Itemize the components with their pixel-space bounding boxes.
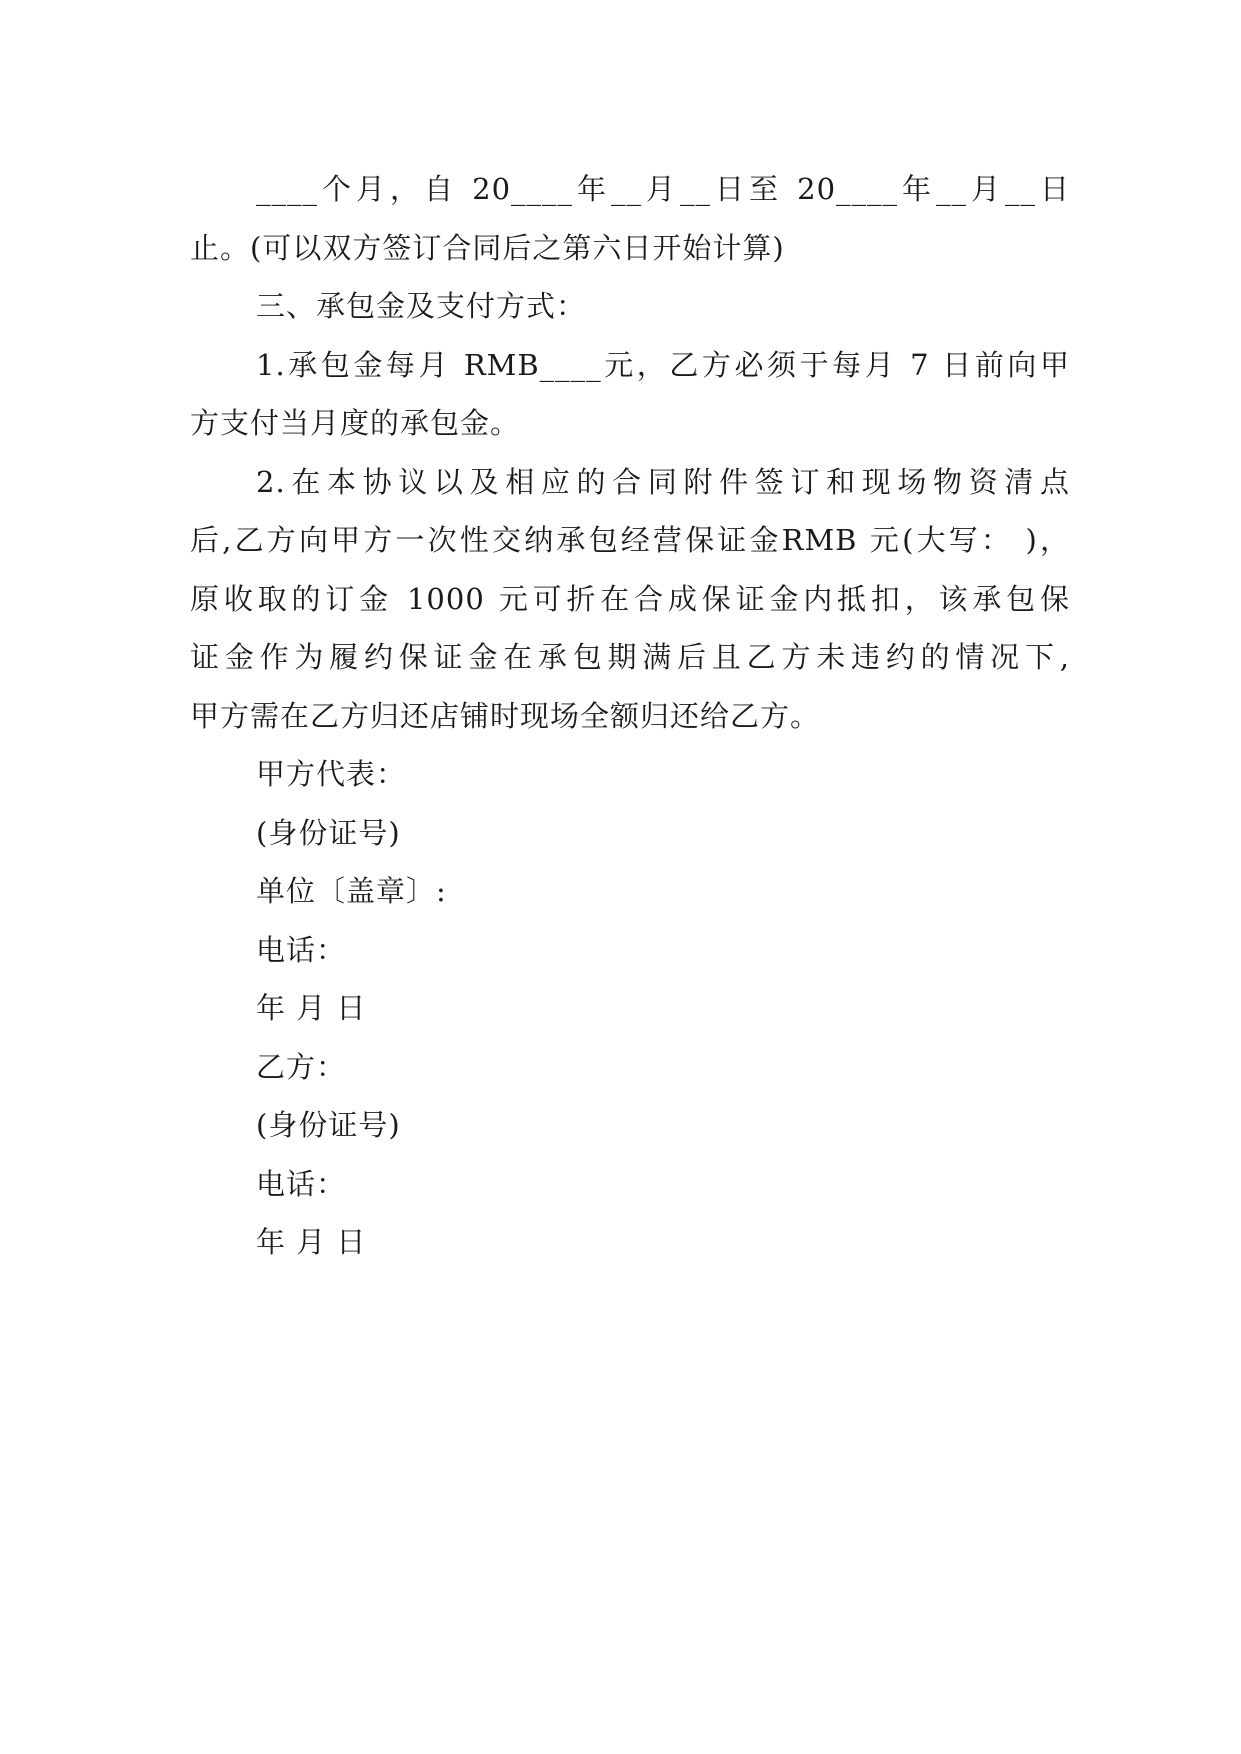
party-a-unit-seal: 单位〔盖章〕:: [256, 874, 447, 908]
clause-2-line-2: 后,乙方向甲方一次性交纳承包经营保证金RMB 元(大写： )，: [190, 523, 1070, 557]
party-b-phone: 电话：: [256, 1166, 347, 1201]
clause-1-line-2: 方支付当月度的承包金。: [190, 406, 521, 440]
party-a-date: 年 月 日: [256, 991, 367, 1025]
clause-1-line-1: 1.承包金每月 RMB____元，乙方必须于每月 7 日前向甲: [256, 347, 1070, 382]
clause-2-line-3: 原收取的订金 1000 元可折在合成保证金内抵扣，该承包保: [190, 581, 1070, 616]
section-3-heading: 三、承包金及支付方式：: [256, 289, 587, 323]
clause-2-line-4: 证金作为履约保证金在承包期满后且乙方未违约的情况下,: [190, 640, 1070, 674]
party-b-label: 乙方：: [256, 1049, 347, 1084]
party-b-id-number: (身份证号): [256, 1108, 401, 1142]
document-page: [190, 160, 1070, 1272]
clause-2-line-1: 2.在本协议以及相应的合同附件签订和现场物资清点: [256, 464, 1070, 499]
party-a-id-number: (身份证号): [256, 815, 401, 850]
clause-2-line-5: 甲方需在乙方归还店铺时现场全额归还给乙方。: [190, 698, 821, 733]
party-b-date: 年 月 日: [256, 1225, 367, 1259]
term-period-line: ____个月，自 20____年__月__日至 20____年__月__日: [256, 172, 1070, 206]
party-a-representative: 甲方代表：: [256, 757, 407, 791]
term-period-note: 止。(可以双方签订合同后之第六日开始计算): [190, 230, 785, 265]
party-a-phone: 电话：: [256, 932, 347, 967]
